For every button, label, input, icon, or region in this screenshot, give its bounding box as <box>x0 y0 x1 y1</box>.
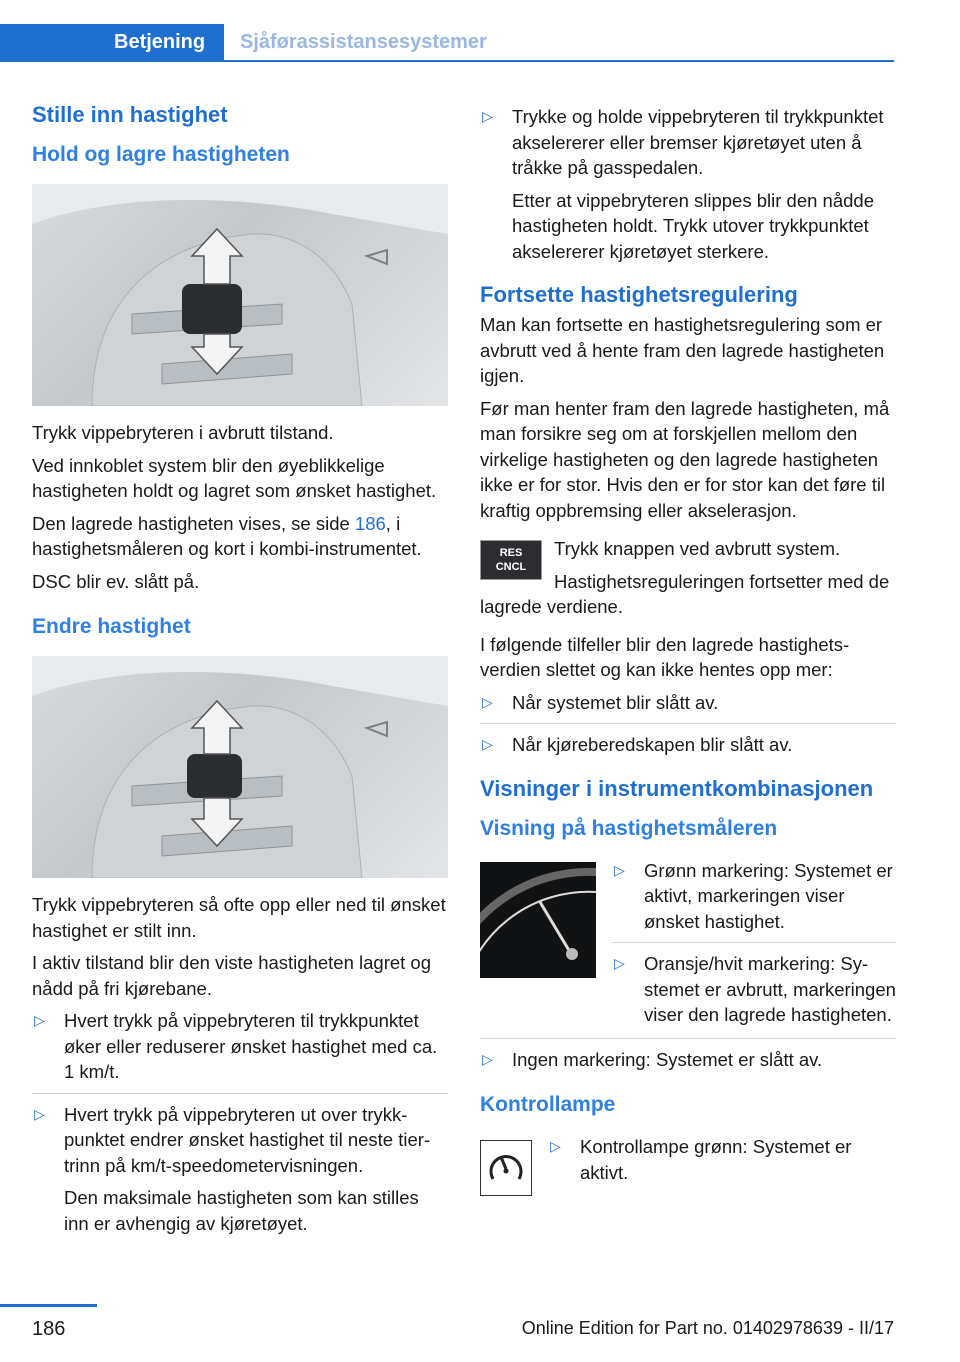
kontrollampe-section <box>480 1134 896 1198</box>
paragraph: I aktiv tilstand blir den viste hastigheten lagret og nådd på fri kjørebane. <box>32 952 432 999</box>
tab-betjening[interactable]: Betjening <box>0 24 224 62</box>
paragraph: Trykk vippebryteren så ofte opp eller ned til ønsket hastighet er stilt inn. <box>32 894 446 941</box>
list-item <box>548 1134 896 1193</box>
paragraph: DSC blir ev. slått på. <box>32 570 200 592</box>
list-item <box>612 951 896 1036</box>
text: Når systemet blir slått av. <box>512 691 719 713</box>
tab-sjaforassistansesystemer[interactable]: Sjåførassistansesystemer <box>240 31 487 53</box>
footer-rule <box>0 1304 97 1307</box>
list-item <box>480 104 896 272</box>
paragraph <box>32 511 448 562</box>
text: Etter at vippebryteren slippes blir den nådde hastigheten holdt. Trykk utover trykkpunktet akselererer kjøretøyet sterkere. <box>512 189 874 262</box>
bullet-list <box>548 1134 896 1193</box>
text: Når kjøreberedskapen blir slått av. <box>512 734 793 755</box>
text: Trykke og holde vippebryteren til trykkpunktet akselererer eller bremser kjøretøyet uten å tråkke på gasspedalen. <box>512 106 884 178</box>
text: Kontrollampe grønn: Systemet er aktivt. <box>580 1136 852 1183</box>
list-item <box>480 690 896 725</box>
triangle-bullet-icon: ▷ <box>34 1105 45 1122</box>
text: Den maksimale hastigheten som kan stilles inn er avhengig av kjøretøyet. <box>64 1187 419 1234</box>
steering-wheel-switch-image-2 <box>32 656 448 878</box>
res-cncl-row <box>480 530 896 620</box>
list-item <box>32 1102 448 1245</box>
text: RES <box>499 547 523 559</box>
text: Hvert trykk på vippebryteren til trykkpunktet øker eller reduserer ønsket hastighet med ca. 1 km/t. <box>64 1010 438 1082</box>
triangle-bullet-icon: ▷ <box>550 1138 561 1154</box>
page-number: 186 <box>32 1318 66 1340</box>
triangle-bullet-icon: ▷ <box>614 955 625 971</box>
text: , i hastighetsmåleren og kort i kombi-instrumentet. <box>32 512 422 559</box>
paragraph: Før man henter fram den lagrede hastigheten, må man forsikre seg om at forskjellen mellom den virkelige hastigheten og den lagrede hastigheten ikke er for stor. Hvis den er for stor kan det føre til kraftig oppbremsing eller akselerasjon. <box>480 397 890 521</box>
list-item <box>480 732 896 766</box>
triangle-bullet-icon: ▷ <box>482 693 493 710</box>
text: Hvert trykk på vippebryteren ut over trykkpunktet endrer ønsket hastighet til neste tier-trinn på km/t-speedometervisningen. <box>64 1103 431 1176</box>
paragraph: Trykk vippebryteren i avbrutt tilstand. <box>32 422 334 443</box>
bullet-list <box>612 858 896 1036</box>
bullet-list <box>32 1008 448 1244</box>
steering-wheel-switch-image <box>32 184 448 406</box>
heading-stille-inn-hastighet: Stille inn hastighet <box>32 102 228 127</box>
heading-visning-pa-hastighetsmaleren: Visning på hastighetsmåleren <box>480 816 778 840</box>
paragraph: Hastighetsreguleringen fortsetter med de lagrede verdiene. <box>480 570 890 617</box>
triangle-bullet-icon: ▷ <box>614 861 625 878</box>
page-link-186[interactable]: 186 <box>354 512 386 534</box>
res-cncl-button-icon <box>480 540 542 580</box>
triangle-bullet-icon: ▷ <box>482 1050 493 1067</box>
paragraph: Man kan fortsette en hastighetsregulering som er avbrutt ved å hente fram den lagrede hastigheten igjen. <box>480 314 885 386</box>
bullet-list <box>480 104 896 272</box>
right-column <box>480 104 896 1198</box>
speedometer-section <box>480 858 896 1038</box>
bullet-list <box>480 690 896 766</box>
heading-fortsette: Fortsette hastighetsregulering <box>480 282 798 307</box>
list-item <box>32 1008 448 1094</box>
text: Oransje/hvit markering: Systemet er avbrutt, markeringen viser den lagrede hastigheten. <box>644 953 896 1025</box>
heading-visninger: Visninger i instrumentkombinasjonen <box>480 775 874 801</box>
heading-hold-og-lagre: Hold og lagre hastigheten <box>32 143 290 166</box>
paragraph: Trykk knappen ved avbrutt system. <box>554 538 841 559</box>
list-item <box>480 1047 896 1081</box>
speedometer-image <box>480 862 596 978</box>
list-item <box>612 858 896 944</box>
triangle-bullet-icon: ▷ <box>482 108 493 124</box>
heading-kontrollampe: Kontrollampe <box>480 1093 616 1116</box>
cruise-control-lamp-icon <box>480 1140 532 1196</box>
paragraph: Ved innkoblet system blir den øyeblikkelige hastigheten holdt og lagret som ønsket hastighet. <box>32 454 437 501</box>
triangle-bullet-icon: ▷ <box>34 1012 45 1028</box>
text: Grønn markering: Systemet er aktivt, markeringen viser ønsket hastighet. <box>644 859 893 932</box>
paragraph: I følgende tilfeller blir den lagrede hastighetsverdien slettet og kan ikke hentes opp mer: <box>480 633 850 680</box>
text: CNCL <box>495 561 527 573</box>
heading-endre-hastighet: Endre hastighet <box>32 615 191 638</box>
edition-footer: Online Edition for Part no. 01402978639 - II/17 <box>521 1318 894 1338</box>
text: Ingen markering: Systemet er slått av. <box>512 1048 823 1070</box>
text: Den lagrede hastigheten vises, se side <box>32 512 355 534</box>
triangle-bullet-icon: ▷ <box>482 736 493 752</box>
bullet-list <box>480 1038 896 1081</box>
left-column <box>32 100 448 1252</box>
